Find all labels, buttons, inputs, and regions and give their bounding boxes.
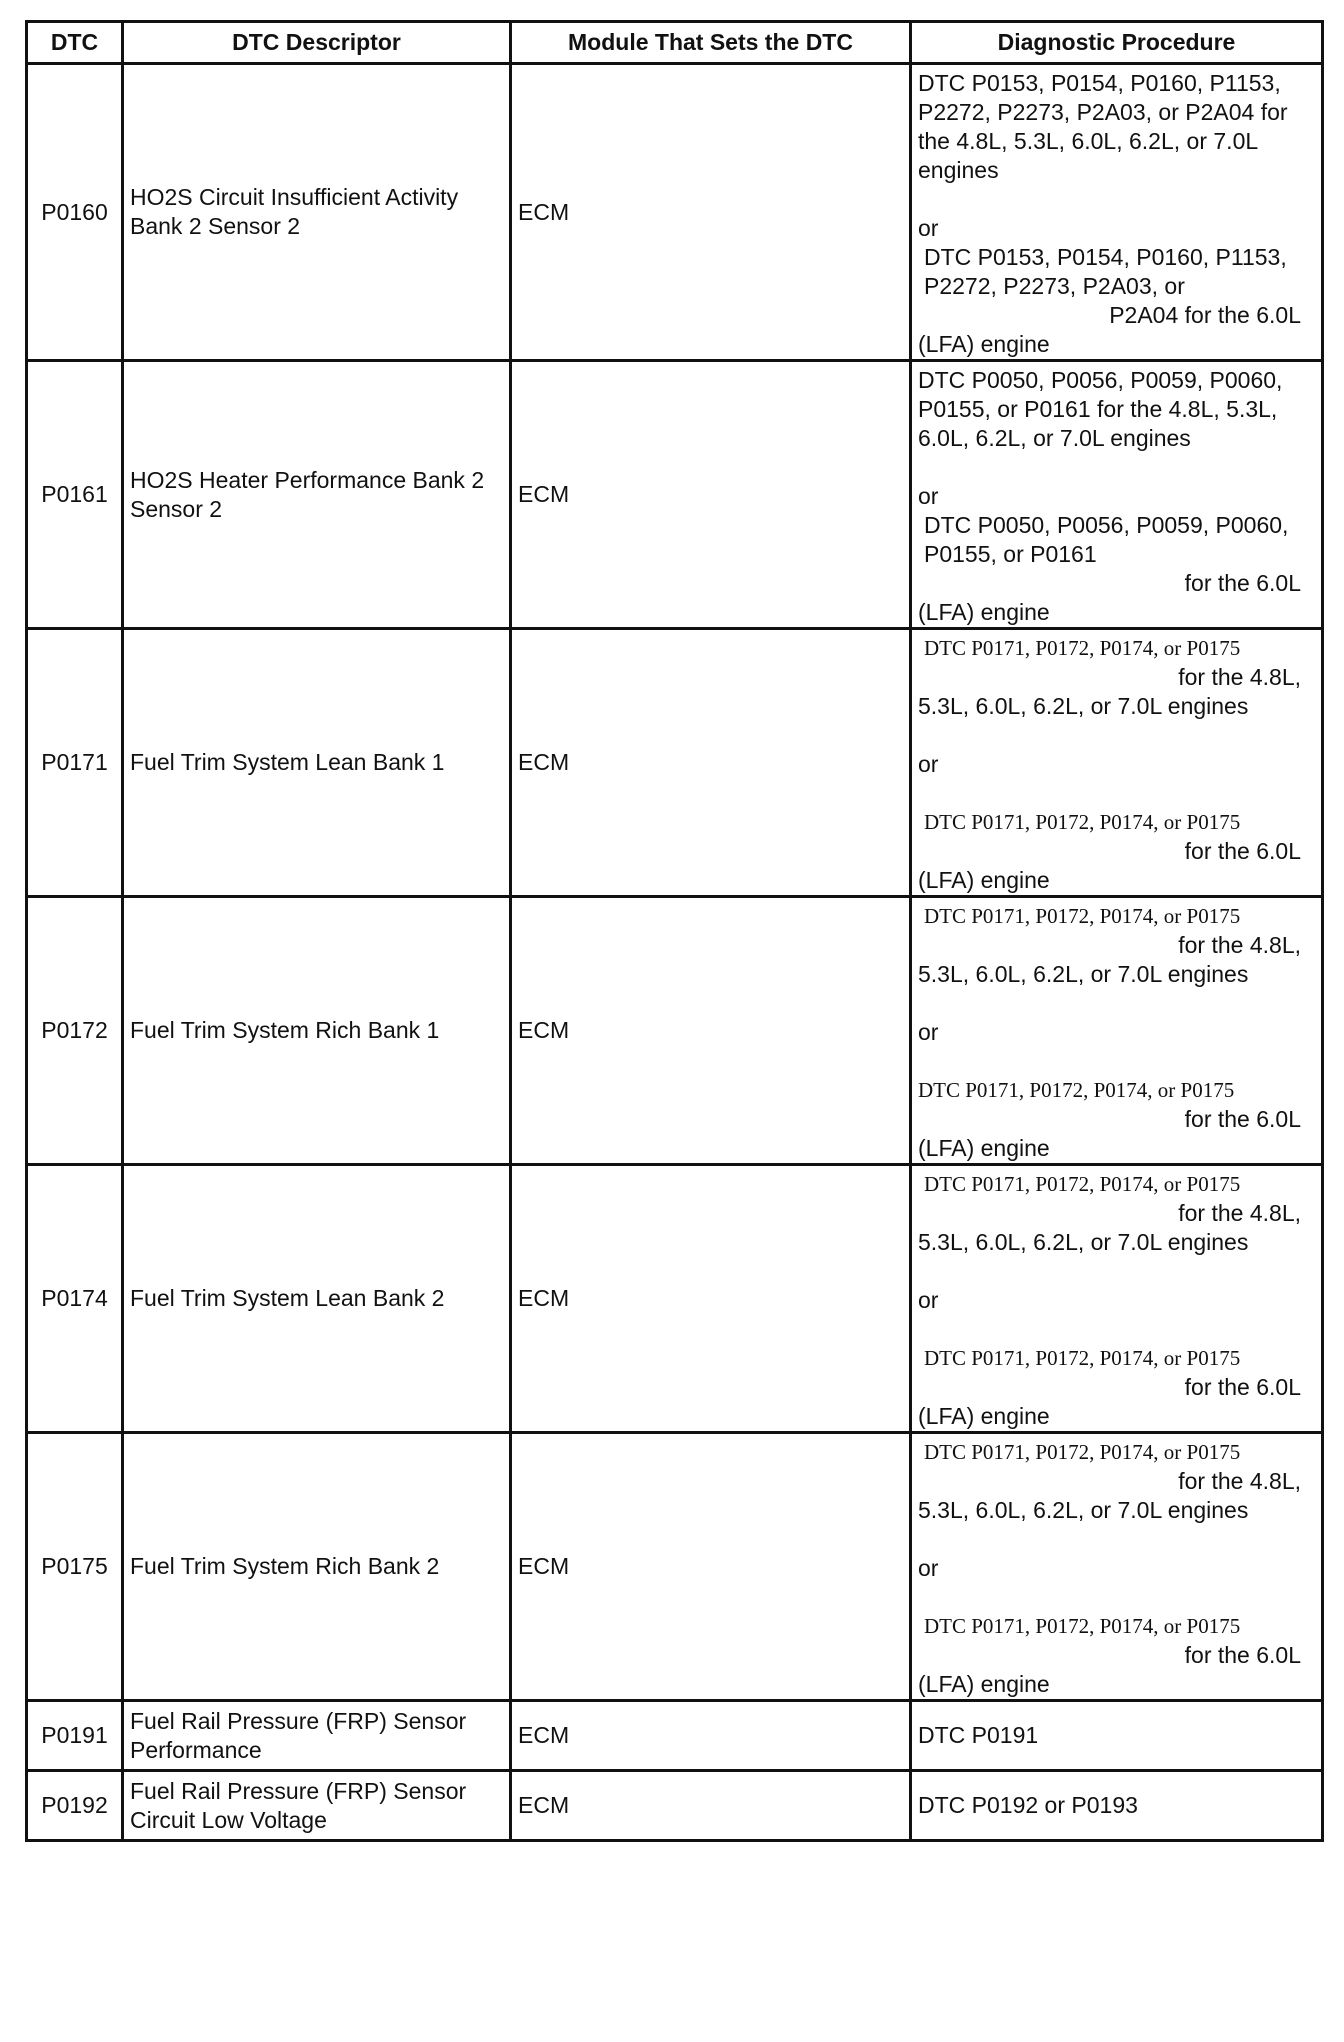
diagnostic-procedure: [911, 1165, 1323, 1433]
procedure-text: for the 4.8L,: [1178, 932, 1301, 958]
procedure-text: DTC P0171, P0172, P0174, or P0175: [924, 810, 1241, 834]
procedure-text: DTC P0050, P0056, P0059, P0060, P0155, or P0161: [924, 512, 1289, 567]
spacer: [918, 779, 1315, 808]
table-row: [27, 361, 1323, 629]
procedure-text: 5.3L, 6.0L, 6.2L, or 7.0L engines: [918, 1497, 1249, 1523]
table-row: [27, 1771, 1323, 1841]
procedure-text: (LFA) engine: [918, 599, 1050, 625]
dtc-code: P0160: [27, 64, 123, 361]
dtc-descriptor: Fuel Trim System Rich Bank 1: [123, 897, 511, 1165]
procedure-text: 5.3L, 6.0L, 6.2L, or 7.0L engines: [918, 1229, 1249, 1255]
procedure-text: DTC P0171, P0172, P0174, or P0175: [924, 636, 1241, 660]
procedure-text: (LFA) engine: [918, 867, 1050, 893]
procedure-text: (LFA) engine: [918, 1403, 1050, 1429]
module: ECM: [511, 361, 911, 629]
diagnostic-procedure: [911, 1433, 1323, 1701]
table-row: [27, 1433, 1323, 1701]
procedure-text: DTC P0153, P0154, P0160, P1153, P2272, P2273, P2A03, or: [924, 244, 1287, 299]
dtc-code: P0161: [27, 361, 123, 629]
procedure-text: for the 4.8L,: [1178, 664, 1301, 690]
table-row: [27, 1701, 1323, 1771]
diagnostic-procedure: DTC P0192 or P0193: [911, 1771, 1323, 1841]
header-descriptor: DTC Descriptor: [123, 22, 511, 64]
spacer: [918, 185, 1315, 214]
procedure-text: 5.3L, 6.0L, 6.2L, or 7.0L engines: [918, 961, 1249, 987]
dtc-descriptor: Fuel Trim System Rich Bank 2: [123, 1433, 511, 1701]
procedure-text: (LFA) engine: [918, 1671, 1050, 1697]
spacer: [918, 1047, 1315, 1076]
procedure-text: for the 4.8L,: [1178, 1200, 1301, 1226]
dtc-code: P0175: [27, 1433, 123, 1701]
module: ECM: [511, 1771, 911, 1841]
procedure-or: or: [918, 1555, 939, 1581]
procedure-text: DTC P0171, P0172, P0174, or P0175: [924, 1172, 1241, 1196]
module: ECM: [511, 1165, 911, 1433]
dtc-table: [25, 20, 1324, 1842]
diagnostic-procedure: [911, 629, 1323, 897]
procedure-or: or: [918, 1019, 939, 1045]
spacer: [918, 989, 1315, 1018]
dtc-descriptor: HO2S Heater Performance Bank 2 Sensor 2: [123, 361, 511, 629]
header-module: Module That Sets the DTC: [511, 22, 911, 64]
diagnostic-procedure: [911, 361, 1323, 629]
dtc-code: P0172: [27, 897, 123, 1165]
procedure-text: DTC P0171, P0172, P0174, or P0175: [924, 904, 1241, 928]
dtc-code: P0192: [27, 1771, 123, 1841]
dtc-code: P0191: [27, 1701, 123, 1771]
module: ECM: [511, 1433, 911, 1701]
module: ECM: [511, 897, 911, 1165]
table-row: [27, 897, 1323, 1165]
procedure-text: DTC P0050, P0056, P0059, P0060, P0155, or P0161 for the 4.8L, 5.3L, 6.0L, 6.2L, or 7.0L engines: [918, 367, 1283, 451]
header-dtc: DTC: [27, 22, 123, 64]
diagnostic-procedure: [911, 64, 1323, 361]
procedure-text: for the 6.0L: [1184, 1106, 1301, 1132]
procedure-text: DTC P0171, P0172, P0174, or P0175: [924, 1440, 1241, 1464]
header-procedure: Diagnostic Procedure: [911, 22, 1323, 64]
spacer: [918, 721, 1315, 750]
procedure-text: DTC P0171, P0172, P0174, or P0175: [924, 1346, 1241, 1370]
dtc-descriptor: HO2S Circuit Insufficient Activity Bank 2 Sensor 2: [123, 64, 511, 361]
procedure-text: for the 6.0L: [1184, 570, 1301, 596]
procedure-text: for the 6.0L: [1184, 1374, 1301, 1400]
procedure-or: or: [918, 1287, 939, 1313]
procedure-text: DTC P0153, P0154, P0160, P1153, P2272, P2273, P2A03, or P2A04 for the 4.8L, 5.3L, 6.0L, 6.2L, or 7.0L engines: [918, 70, 1288, 183]
dtc-descriptor: Fuel Trim System Lean Bank 2: [123, 1165, 511, 1433]
table-row: [27, 1165, 1323, 1433]
procedure-text: for the 4.8L,: [1178, 1468, 1301, 1494]
procedure-text: (LFA) engine: [918, 331, 1050, 357]
module: ECM: [511, 1701, 911, 1771]
dtc-descriptor: Fuel Rail Pressure (FRP) Sensor Circuit Low Voltage: [123, 1771, 511, 1841]
dtc-descriptor: Fuel Trim System Lean Bank 1: [123, 629, 511, 897]
spacer: [918, 1257, 1315, 1286]
procedure-text: for the 6.0L: [1184, 838, 1301, 864]
procedure-text: P2A04 for the 6.0L: [1109, 302, 1301, 328]
spacer: [918, 1525, 1315, 1554]
diagnostic-procedure: [911, 897, 1323, 1165]
dtc-descriptor: Fuel Rail Pressure (FRP) Sensor Performance: [123, 1701, 511, 1771]
spacer: [918, 1583, 1315, 1612]
procedure-or: or: [918, 751, 939, 777]
dtc-code: P0171: [27, 629, 123, 897]
procedure-or: or: [918, 215, 939, 241]
procedure-text: DTC P0171, P0172, P0174, or P0175: [918, 1078, 1235, 1102]
table-row: [27, 629, 1323, 897]
procedure-text: 5.3L, 6.0L, 6.2L, or 7.0L engines: [918, 693, 1249, 719]
module: ECM: [511, 629, 911, 897]
diagnostic-procedure: DTC P0191: [911, 1701, 1323, 1771]
spacer: [918, 453, 1315, 482]
dtc-code: P0174: [27, 1165, 123, 1433]
procedure-text: for the 6.0L: [1184, 1642, 1301, 1668]
procedure-text: (LFA) engine: [918, 1135, 1050, 1161]
header-row: [27, 22, 1323, 64]
spacer: [918, 1315, 1315, 1344]
procedure-or: or: [918, 483, 939, 509]
table-row: [27, 64, 1323, 361]
module: ECM: [511, 64, 911, 361]
procedure-text: DTC P0171, P0172, P0174, or P0175: [924, 1614, 1241, 1638]
